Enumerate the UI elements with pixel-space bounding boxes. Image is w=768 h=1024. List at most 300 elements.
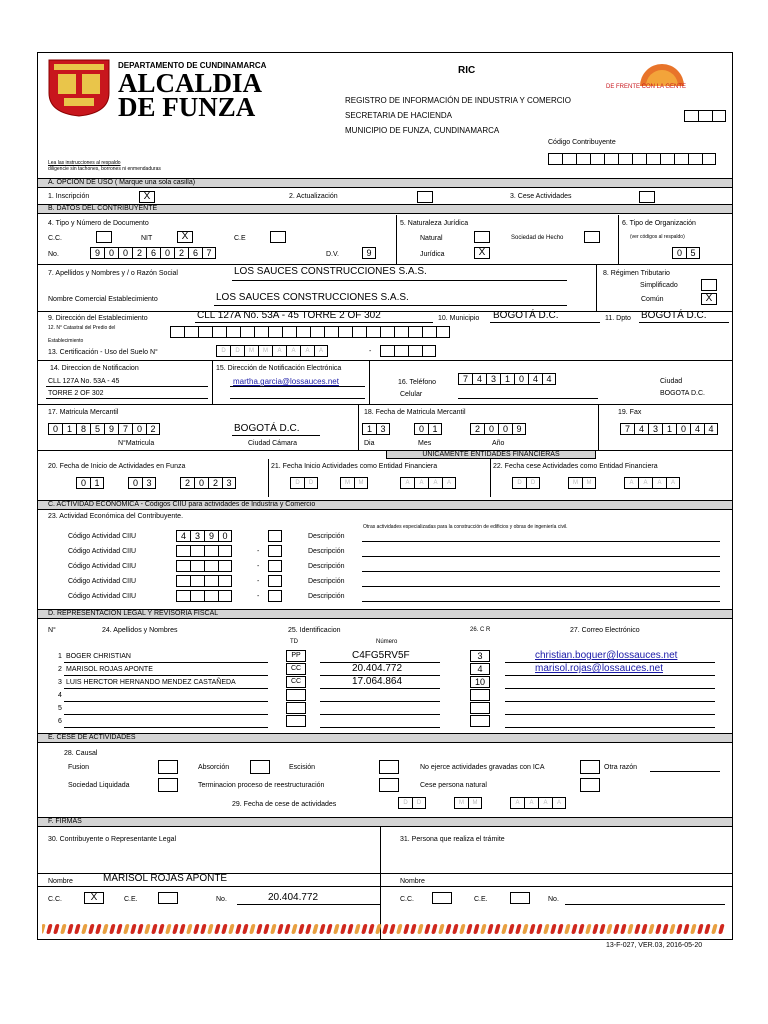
f21-label: 21. Fecha Inicio Actividades como Entidad Financiera (271, 463, 438, 470)
char-cell[interactable]: 4 (704, 423, 718, 435)
char-cell[interactable] (254, 326, 268, 338)
ciiu-code-label: Código Actividad CIIU (68, 563, 137, 570)
section-f-header: F. FIRMAS (37, 817, 733, 827)
simplificado-checkbox[interactable] (701, 279, 717, 291)
char-cell[interactable]: 3 (190, 530, 204, 542)
opt-actualizacion-checkbox[interactable] (417, 191, 433, 203)
char-cell[interactable]: 9 (512, 423, 526, 435)
char-cell[interactable] (176, 560, 190, 572)
section-a-header: A. OPCION DE USO ( Marque una sola casilla) (37, 178, 733, 188)
char-cell[interactable]: 8 (76, 423, 90, 435)
f22-ano-cells[interactable] (624, 477, 680, 489)
f8-label: 8. Régimen Tributario (603, 270, 670, 277)
char-cell[interactable] (176, 545, 190, 557)
f5-label: 5. Naturaleza Jurídica (400, 220, 469, 227)
escision-label: Escisión (289, 764, 316, 771)
char-cell[interactable]: 1 (500, 373, 514, 385)
char-cell[interactable]: A (314, 345, 328, 357)
char-cell[interactable]: 4 (176, 530, 190, 542)
char-cell[interactable]: 0 (218, 530, 232, 542)
dash: - (257, 578, 260, 585)
char-cell[interactable] (184, 326, 198, 338)
char-cell[interactable] (310, 326, 324, 338)
dash: - (257, 563, 260, 570)
char-cell[interactable]: A (652, 477, 666, 489)
dv-label: D.V. (326, 251, 339, 258)
char-cell[interactable] (352, 326, 366, 338)
rep-row-line (505, 688, 715, 689)
char-cell[interactable] (394, 326, 408, 338)
form-code-footer: 13-F-027, VER.03, 2016-05-20 (606, 942, 703, 949)
rep-row-cr[interactable] (470, 702, 490, 714)
rep-row-id-number[interactable]: C4FG5RV5F (352, 650, 410, 661)
char-cell[interactable]: A (300, 345, 314, 357)
absorcion-label: Absorción (198, 764, 230, 771)
escision-checkbox[interactable] (379, 760, 399, 774)
char-cell[interactable]: 1 (62, 423, 76, 435)
char-cell[interactable]: D (216, 345, 230, 357)
char-cell[interactable] (436, 326, 450, 338)
ciiu-extra-cell[interactable] (268, 545, 282, 557)
document-number-cells[interactable] (90, 247, 216, 259)
f22-label: 22. Fecha cese Actividades como Entidad Financiera (493, 463, 658, 470)
char-cell[interactable]: 3 (142, 477, 156, 489)
opt-actualizacion-label: 2. Actualización (289, 193, 338, 200)
alcaldia-title: ALCALDIA (118, 68, 263, 98)
decorative-band (42, 922, 728, 934)
char-cell[interactable]: 4 (472, 373, 486, 385)
instructions-1: Lea las instrucciones al respaldo (48, 160, 121, 166)
nombre-comercial-value[interactable]: LOS SAUCES CONSTRUCCIONES S.A.S. (216, 292, 409, 303)
rep-row-td[interactable]: PP (286, 650, 306, 662)
mes-label: Mes (418, 440, 432, 447)
char-cell[interactable]: M (468, 797, 482, 809)
soc-hecho-checkbox[interactable] (584, 231, 600, 243)
f20-label: 20. Fecha de Inicio de Actividades en Funza (48, 463, 186, 470)
f20-dia-cells[interactable] (76, 477, 104, 489)
char-cell[interactable]: M (454, 797, 468, 809)
no-ejerce-checkbox[interactable] (580, 760, 600, 774)
char-cell[interactable]: A (666, 477, 680, 489)
rep-row-line (505, 675, 715, 676)
f20-mes-cells[interactable] (128, 477, 156, 489)
opt-cese-checkbox[interactable] (639, 191, 655, 203)
char-cell[interactable]: A (552, 797, 566, 809)
char-cell[interactable]: 7 (118, 423, 132, 435)
rep-row-number: 1 (58, 653, 62, 660)
char-cell[interactable] (190, 575, 204, 587)
nit-label: NIT (141, 235, 153, 242)
char-cell[interactable]: 0 (76, 477, 90, 489)
char-cell[interactable] (212, 326, 226, 338)
firma-no-value[interactable]: 20.404.772 (268, 892, 319, 903)
char-cell[interactable] (422, 326, 436, 338)
char-cell[interactable]: 0 (48, 423, 62, 435)
char-cell[interactable]: 3 (222, 477, 236, 489)
celular-label: Celular (400, 391, 423, 398)
cc-checkbox[interactable] (96, 231, 112, 243)
opt-inscripcion-label: 1. Inscripción (48, 193, 90, 200)
char-cell[interactable]: 0 (194, 477, 208, 489)
ciiu-code-cells[interactable] (176, 590, 232, 602)
f21-dia-cells[interactable] (290, 477, 318, 489)
dash: - (369, 348, 372, 355)
char-cell[interactable]: 0 (514, 373, 528, 385)
char-cell[interactable]: 0 (672, 247, 686, 259)
header-line-1: REGISTRO DE INFORMACIÓN DE INDUSTRIA Y COMERCIO (345, 96, 571, 105)
char-cell[interactable] (422, 345, 436, 357)
char-cell[interactable]: M (582, 477, 596, 489)
f21-ano-cells[interactable] (400, 477, 456, 489)
char-cell[interactable]: 0 (498, 423, 512, 435)
col-cr-label: 26. C R (470, 627, 491, 633)
instructions-2: diligencie sin tachones, borrones ni enmendaduras (48, 166, 161, 172)
fax-cells[interactable] (620, 423, 718, 435)
rep-row-number: 6 (58, 718, 62, 725)
ciiu-extra-cell[interactable] (268, 560, 282, 572)
char-cell[interactable]: 3 (486, 373, 500, 385)
slogan-text: DE FRENTE CON LA GENTE (606, 84, 687, 90)
char-cell[interactable]: A (538, 797, 552, 809)
char-cell[interactable]: A (428, 477, 442, 489)
f29-dia-cells[interactable] (398, 797, 426, 809)
char-cell[interactable] (204, 560, 218, 572)
financieras-banner: UNICAMENTE ENTIDADES FINANCIERAS (386, 450, 596, 459)
nombre-comercial-label: Nombre Comercial Establecimiento (48, 296, 158, 303)
f12-label-b: Establecimiento (48, 338, 84, 344)
ciiu-code-label: Código Actividad CIIU (68, 533, 137, 540)
char-cell[interactable]: A (442, 477, 456, 489)
rep-row-cr[interactable]: 4 (470, 663, 490, 675)
char-cell[interactable] (324, 326, 338, 338)
f29-label: 29. Fecha de cese de actividades (232, 801, 337, 808)
char-cell[interactable]: D (230, 345, 244, 357)
char-cell[interactable]: A (524, 797, 538, 809)
rep-row-cr[interactable]: 10 (470, 676, 490, 688)
opt-inscripcion-checkbox[interactable]: X (139, 191, 155, 203)
char-cell[interactable]: 2 (174, 247, 188, 259)
char-cell[interactable]: A (414, 477, 428, 489)
rep-row-line (64, 675, 268, 676)
rep-row-td[interactable]: CC (286, 663, 306, 675)
ciiu-code-cells[interactable] (176, 560, 232, 572)
char-cell[interactable]: 1 (662, 423, 676, 435)
cese-persona-label: Cese persona natural (420, 782, 487, 789)
fusion-checkbox[interactable] (158, 760, 178, 774)
char-cell[interactable]: 3 (376, 423, 390, 435)
char-cell[interactable]: 1 (428, 423, 442, 435)
char-cell[interactable]: 0 (104, 247, 118, 259)
char-cell[interactable]: M (340, 477, 354, 489)
char-cell[interactable]: 7 (202, 247, 216, 259)
rep-row-cr[interactable] (470, 689, 490, 701)
char-cell[interactable] (190, 545, 204, 557)
f18-label: 18. Fecha de Matricula Mercantil (364, 409, 466, 416)
char-cell[interactable]: 5 (686, 247, 700, 259)
char-cell[interactable]: 0 (160, 247, 174, 259)
char-cell[interactable] (204, 590, 218, 602)
soc-liquidada-checkbox[interactable] (158, 778, 178, 792)
char-cell[interactable] (394, 345, 408, 357)
char-cell[interactable] (240, 326, 254, 338)
juridica-checkbox[interactable]: X (474, 247, 490, 259)
char-cell[interactable]: 7 (620, 423, 634, 435)
char-cell[interactable]: 0 (484, 423, 498, 435)
char-cell[interactable]: 0 (128, 477, 142, 489)
absorcion-checkbox[interactable] (250, 760, 270, 774)
rep-row-id-number[interactable]: 17.064.864 (352, 676, 403, 687)
rep-row-td[interactable] (286, 689, 306, 701)
char-cell[interactable]: 5 (90, 423, 104, 435)
dpto-value[interactable]: BOGOTÁ D.C. (641, 310, 707, 321)
char-cell[interactable]: 2 (180, 477, 194, 489)
char-cell[interactable] (218, 590, 232, 602)
f6-label: 6. Tipo de Organización (622, 220, 696, 227)
col-n-label: N° (48, 627, 56, 634)
char-cell[interactable]: 1 (362, 423, 376, 435)
char-cell[interactable]: 6 (188, 247, 202, 259)
ciiu-code-cells[interactable] (176, 575, 232, 587)
char-cell[interactable] (380, 345, 394, 357)
dept-title: DEPARTAMENTO DE CUNDINAMARCA (118, 61, 267, 70)
char-cell[interactable]: 4 (634, 423, 648, 435)
rep-row-number: 5 (58, 705, 62, 712)
char-cell[interactable]: 2 (470, 423, 484, 435)
char-cell[interactable]: M (244, 345, 258, 357)
char-cell[interactable] (218, 545, 232, 557)
ciiu-extra-cell[interactable] (268, 575, 282, 587)
ciiu-extra-cell[interactable] (268, 530, 282, 542)
org-type-cells[interactable] (672, 247, 700, 259)
char-cell[interactable]: D (412, 797, 426, 809)
char-cell[interactable] (170, 326, 184, 338)
section-b-header: B. DATOS DEL CONTRIBUYENTE (37, 204, 733, 214)
cc-label-right: C.C. (400, 896, 414, 903)
f18-ano-cells[interactable] (470, 423, 526, 435)
char-cell[interactable] (366, 326, 380, 338)
codigo-contribuyente-label: Código Contribuyente (548, 139, 616, 146)
char-cell[interactable]: D (304, 477, 318, 489)
f4-label: 4. Tipo y Número de Documento (48, 220, 149, 227)
char-cell[interactable]: 0 (118, 247, 132, 259)
firma-cc-checkbox[interactable]: X (84, 892, 104, 904)
terminacion-label: Terminacion proceso de reestructuración (198, 782, 325, 789)
f19-label: 19. Fax (618, 409, 642, 416)
char-cell[interactable]: 9 (104, 423, 118, 435)
char-cell[interactable]: 0 (676, 423, 690, 435)
f22-mes-cells[interactable] (568, 477, 596, 489)
descripcion-label: Descripción (308, 533, 345, 540)
firma-ce-checkbox[interactable] (158, 892, 178, 904)
char-cell[interactable]: A (638, 477, 652, 489)
char-cell[interactable]: A (272, 345, 286, 357)
nombre-label-left: Nombre (48, 878, 73, 885)
f10-label: 10. Municipio (438, 315, 480, 322)
municipio-value[interactable]: BOGOTÁ D.C. (493, 310, 559, 321)
rep-row-line (64, 714, 268, 715)
char-cell[interactable]: D (398, 797, 412, 809)
ciiu-code-cells[interactable] (176, 530, 232, 542)
f22-dia-cells[interactable] (512, 477, 540, 489)
cc-label-left: C.C. (48, 896, 62, 903)
email-notificacion-link[interactable]: martha.garcia@lossauces.net (233, 377, 339, 386)
char-cell[interactable]: 3 (648, 423, 662, 435)
cc-label: C.C. (48, 235, 62, 242)
tramite-cc-checkbox[interactable] (432, 892, 452, 904)
char-cell[interactable]: M (354, 477, 368, 489)
char-cell[interactable]: D (526, 477, 540, 489)
comun-checkbox[interactable]: X (701, 293, 717, 305)
char-cell[interactable]: A (624, 477, 638, 489)
f18-dia-cells[interactable] (362, 423, 390, 435)
cese-persona-checkbox[interactable] (580, 778, 600, 792)
char-cell[interactable] (204, 545, 218, 557)
matricula-cells[interactable] (48, 423, 160, 435)
f21-mes-cells[interactable] (340, 477, 368, 489)
char-cell[interactable] (204, 575, 218, 587)
f17-label: 17. Matricula Mercantil (48, 409, 119, 416)
char-cell[interactable]: 7 (458, 373, 472, 385)
char-cell[interactable] (198, 326, 212, 338)
telefono-cells[interactable] (458, 373, 556, 385)
char-cell[interactable]: 4 (542, 373, 556, 385)
char-cell[interactable] (282, 326, 296, 338)
rep-row-line (64, 662, 268, 663)
dir-notificacion-2[interactable]: TORRE 2 OF 302 (48, 390, 104, 397)
rep-row-line (320, 688, 440, 689)
char-cell[interactable]: 6 (146, 247, 160, 259)
char-cell[interactable] (226, 326, 240, 338)
char-cell[interactable]: A (400, 477, 414, 489)
rep-row-line (64, 688, 268, 689)
char-cell[interactable]: 1 (90, 477, 104, 489)
ce-checkbox[interactable] (270, 231, 286, 243)
firma-nombre-value[interactable]: MARISOL ROJAS APONTE (103, 873, 228, 884)
fusion-label: Fusion (68, 764, 90, 771)
f12-label-a: 12. N° Catastral del Predio del (48, 325, 116, 331)
char-cell[interactable]: 4 (690, 423, 704, 435)
rep-row-td[interactable] (286, 715, 306, 727)
rep-row-td[interactable]: CC (286, 676, 306, 688)
dir-establecimiento-value[interactable]: CLL 127A No. 53A - 45 TORRE 2 OF 302 (197, 310, 381, 321)
char-cell[interactable]: M (258, 345, 272, 357)
f20-ano-cells[interactable] (180, 477, 236, 489)
char-cell[interactable]: 4 (528, 373, 542, 385)
dv-cell[interactable] (362, 247, 376, 259)
f23-label: 23. Actividad Económica del Contribuyente. (48, 513, 184, 520)
char-cell[interactable]: A (510, 797, 524, 809)
ciiu-code-cells[interactable] (176, 545, 232, 557)
char-cell[interactable] (296, 326, 310, 338)
ciudad-value[interactable]: BOGOTA D.C. (660, 390, 705, 397)
ciudad-camara-value[interactable]: BOGOTÁ D.C. (234, 423, 300, 434)
rep-row-name[interactable]: LUIS HERCTOR HERNANDO MENDEZ CASTAÑEDA (66, 679, 236, 686)
char-cell[interactable] (218, 560, 232, 572)
f18-mes-cells[interactable] (414, 423, 442, 435)
char-cell[interactable]: 9 (362, 247, 376, 259)
char-cell[interactable] (190, 590, 204, 602)
uso-suelo-number-cells[interactable] (380, 345, 436, 357)
col-id-label: 25. Identificacion (288, 627, 341, 634)
ciiu-extra-cell[interactable] (268, 590, 282, 602)
rep-row-email[interactable]: christian.boguer@lossauces.net (535, 650, 678, 661)
rep-row-id-number[interactable]: 20.404.772 (352, 663, 403, 674)
catastral-cells[interactable] (170, 326, 450, 338)
rep-row-line (505, 701, 715, 702)
rep-row-td[interactable] (286, 702, 306, 714)
rep-row-line (505, 727, 715, 728)
dir-notificacion-1[interactable]: CLL 127A No. 53A - 45 (48, 378, 120, 385)
rep-row-cr[interactable]: 3 (470, 650, 490, 662)
col-email-label: 27. Correo Electrónico (570, 627, 640, 634)
char-cell[interactable]: 9 (90, 247, 104, 259)
col-nombres-label: 24. Apellidos y Nombres (102, 627, 178, 634)
char-cell[interactable] (190, 560, 204, 572)
char-cell[interactable] (218, 575, 232, 587)
char-cell[interactable] (176, 575, 190, 587)
char-cell[interactable] (408, 326, 422, 338)
char-cell[interactable]: 0 (414, 423, 428, 435)
otra-razon-label: Otra razón (604, 764, 638, 771)
char-cell[interactable]: 2 (146, 423, 160, 435)
natural-checkbox[interactable] (474, 231, 490, 243)
char-cell[interactable]: D (512, 477, 526, 489)
rep-row-number: 4 (58, 692, 62, 699)
f29-ano-cells[interactable] (510, 797, 566, 809)
char-cell[interactable] (380, 326, 394, 338)
ce-label: C.E (234, 235, 246, 242)
char-cell[interactable] (338, 326, 352, 338)
rep-row-name[interactable]: BOGER CHRISTIAN (66, 653, 131, 660)
dia-label: Dia (364, 440, 375, 447)
tramite-ce-checkbox[interactable] (510, 892, 530, 904)
terminacion-checkbox[interactable] (379, 778, 399, 792)
col-td-label: TD (290, 639, 298, 645)
char-cell[interactable]: D (290, 477, 304, 489)
char-cell[interactable]: 9 (204, 530, 218, 542)
char-cell[interactable]: 2 (208, 477, 222, 489)
rep-row-number: 3 (58, 679, 62, 686)
char-cell[interactable] (408, 345, 422, 357)
char-cell[interactable] (268, 326, 282, 338)
f14-label: 14. Direccion de Notificacion (50, 365, 139, 372)
nit-checkbox[interactable]: X (177, 231, 193, 243)
char-cell[interactable]: 2 (132, 247, 146, 259)
ciiu-code-label: Código Actividad CIIU (68, 593, 137, 600)
razon-social-value[interactable]: LOS SAUCES CONSTRUCCIONES S.A.S. (234, 266, 427, 277)
dash: - (257, 593, 260, 600)
char-cell[interactable] (176, 590, 190, 602)
char-cell[interactable]: M (568, 477, 582, 489)
rep-row-cr[interactable] (470, 715, 490, 727)
comun-label: Común (641, 296, 664, 303)
rep-row-line (320, 701, 440, 702)
ciudad-label: Ciudad (660, 378, 683, 385)
char-cell[interactable]: A (286, 345, 300, 357)
rep-row-name[interactable]: MARISOL ROJAS APONTE (66, 666, 153, 673)
f29-mes-cells[interactable] (454, 797, 482, 809)
char-cell[interactable]: 0 (132, 423, 146, 435)
rep-row-email[interactable]: marisol.rojas@lossauces.net (535, 663, 663, 674)
f16-label: 16. Teléfono (398, 379, 437, 386)
uso-suelo-date-cells[interactable] (216, 345, 328, 357)
matricula-label: N°Matricula (118, 440, 155, 447)
natural-label: Natural (420, 235, 443, 242)
f7-label: 7. Apellidos y Nombres y / o Razón Social (48, 270, 178, 277)
section-d-header: D. REPRESENTACION LEGAL Y REVISORIA FISCAL (37, 609, 733, 619)
opt-cese-label: 3. Cese Actividades (510, 193, 572, 200)
ciiu-description-value[interactable]: Otras actividades especializadas para la construcción de edificios y obras de ingeniería civil. (363, 524, 568, 530)
